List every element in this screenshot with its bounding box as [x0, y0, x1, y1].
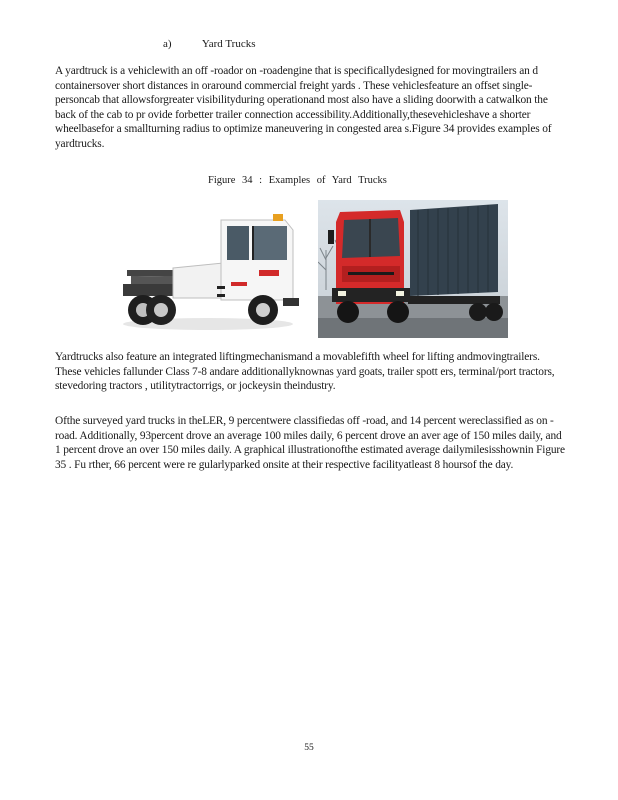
section-heading	[163, 38, 256, 50]
yard-truck-photo-red	[318, 200, 508, 338]
paragraph-features: Yardtrucks also feature an integrated liftingmechanismand a movablefifth wheel for lifting andmovingtrailers. These vehicles fallunder Class 7-8 andare additionallyknownas yard goats, trailer spott ers, terminal/port tractors, stevedoring tractors , utilitytractorrigs, or jockeysin theindustry.	[55, 351, 555, 393]
paragraph-intro: A yardtruck is a vehiclewith an off -roador on -roadengine that is specificallydesigned for movingtrailers an d containersover short distances in oraround commercial freight yards . These vehiclesfeature an offset single-personcab that allowsforgreater visibilityduring operationand most also have a sliding doorwith a catwalkon the back of the cab to pr ovide forbetter trailer connection accessibility.Additionally,thesevehicleshave a shorter wheelbasefor a smallturning radius to optimize maneuvering in congested area s.Figure 34 provides examples of yardtrucks.	[55, 65, 552, 150]
page-number: 55	[304, 743, 314, 753]
paragraph-survey: Ofthe surveyed yard trucks in theLER, 9 percentwere classifiedas off -road, and 14 percent wereclassified as on -road. Additionally, 93percent drove an average 100 miles daily, 6 percent drove an aver age of 150 miles daily, and 1 percent drove an over 150 miles daily. A graphical illustrationofthe estimated average dailymilesisshownin Figure 35 . Fu rther, 66 percent were re gularlyparked onsite at their respective facilityatleast 8 hoursof the day.	[55, 415, 565, 471]
section-title: Yard Trucks	[201, 38, 256, 50]
yard-truck-photo-white	[113, 200, 308, 338]
figure-caption: Figure 34 : Examples of Yard Trucks	[208, 175, 387, 186]
section-number: a)	[163, 38, 172, 50]
